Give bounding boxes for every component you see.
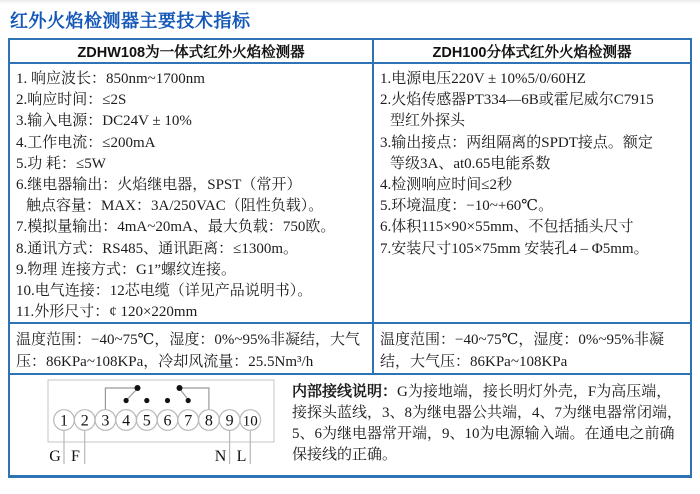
terminal-number: 3 xyxy=(101,412,110,430)
lead-label-g: G xyxy=(49,448,61,465)
env-left: 温度范围：−40~75℃，湿度：0%~95%非凝结，大气压：86KPa~108KPa，冷却风流量：25.5Nm³/h xyxy=(10,324,374,373)
spec-line: 3.输入电源：DC24V ± 10% xyxy=(16,113,192,130)
relay-left-pivot-dot xyxy=(135,385,141,391)
header-left-model: ZDHW108为一体式红外火焰检测器 xyxy=(10,40,374,62)
terminal-number: 5 xyxy=(142,412,151,430)
terminal-wiring-diagram xyxy=(10,375,290,475)
spec-line: 4.工作电流：≤200mA xyxy=(16,134,156,151)
terminal-number: 4 xyxy=(122,412,131,430)
header-right-model: ZDH100分体式红外火焰检测器 xyxy=(432,44,632,61)
relay-contact-dot-7 xyxy=(186,398,191,403)
lead-label-n: N xyxy=(214,448,227,465)
wiring-note-body: G为接地端，接长明灯外壳，F为高压端，接探头蓝线，3、8为继电器公共端，4、7为继电器常闭端，5、6为继电器常开端，9、10为电源输入端。在通电之前确保接线的正确。 xyxy=(292,384,683,463)
spec-line: 3.输出接点：两组隔离的SPDT接点。额定 xyxy=(380,134,653,151)
wiring-note-lead: 内部接线说明： xyxy=(292,383,398,400)
relay-left-common-line xyxy=(105,388,136,410)
wiring-note xyxy=(290,375,690,475)
spec-line: 1. 响应波长：850nm~1700nm xyxy=(16,71,205,87)
spec-rows xyxy=(10,64,690,324)
wiring-diagram-svg xyxy=(10,375,290,475)
terminal-number: 6 xyxy=(163,412,172,430)
terminal-number: 8 xyxy=(204,412,213,430)
spec-line: 2.响应时间：≤2S xyxy=(16,92,127,109)
table-header-row xyxy=(10,40,690,64)
terminal-number: 10 xyxy=(242,413,258,430)
terminal-number: 7 xyxy=(184,412,193,430)
terminal-number: 1 xyxy=(60,412,68,430)
relay-right-common-line xyxy=(181,388,209,410)
page-top-band xyxy=(0,0,700,4)
wiring-row xyxy=(10,375,690,475)
specs-right-column xyxy=(374,64,690,322)
spec-line: 7.安装尺寸105×75mm 安装孔4 – Φ5mm。 xyxy=(380,240,649,257)
spec-table xyxy=(8,38,692,478)
spec-line: 8.通讯方式：RS485、通讯距离：≤1300m。 xyxy=(16,240,298,257)
spec-line: 6.继电器输出：火焰继电器，SPST（常开） xyxy=(16,177,302,194)
page-title: 红外火焰检测器主要技术指标 xyxy=(10,11,251,31)
specs-left-column xyxy=(10,64,374,322)
spec-line: 型红外探头 xyxy=(390,113,466,130)
relay-contact-dot-4 xyxy=(124,398,129,403)
relay-right-pivot-dot xyxy=(177,385,183,391)
spec-line: 1.电源电压220V ± 10%5/0/60HZ xyxy=(380,71,586,87)
lead-label-l: L xyxy=(236,448,247,465)
relay-contact-dot-6 xyxy=(165,398,170,403)
spec-line: 6.体积115×90×55mm、不包括插头尺寸 xyxy=(380,219,634,236)
spec-line: 2.火焰传感器PT334—6B或霍尼威尔C7915 xyxy=(380,92,654,109)
environment-row xyxy=(10,324,690,375)
spec-line: 等级3A、at0.65电能系数 xyxy=(390,155,551,172)
env-right: 温度范围：−40~75℃，湿度：0%~95%非凝结，大气压：86KPa~108KPa xyxy=(380,332,664,370)
spec-line: 10.电气连接：12芯电缆（详见产品说明书）。 xyxy=(16,283,313,300)
terminal-number: 2 xyxy=(80,412,89,430)
spec-line: 4.检测响应时间≤2秒 xyxy=(380,177,512,194)
spec-line: 5.环境温度：−10~+60℃。 xyxy=(380,198,554,215)
spec-line: 11.外形尺寸：¢ 120×220mm xyxy=(16,304,198,321)
spec-line: 9.物理 连接方式：G1”螺纹连接。 xyxy=(16,261,236,278)
lead-label-f: F xyxy=(71,448,80,465)
relay-contact-dot-5 xyxy=(144,398,149,403)
terminal-number: 9 xyxy=(225,412,234,430)
spec-line: 触点容量：MAX：3A/250VAC（阻性负载）。 xyxy=(26,198,324,215)
spec-line: 7.模拟量输出：4mA~20mA、最大负载：750欧。 xyxy=(16,219,336,236)
spec-line: 5.功 耗：≤5W xyxy=(16,155,106,172)
